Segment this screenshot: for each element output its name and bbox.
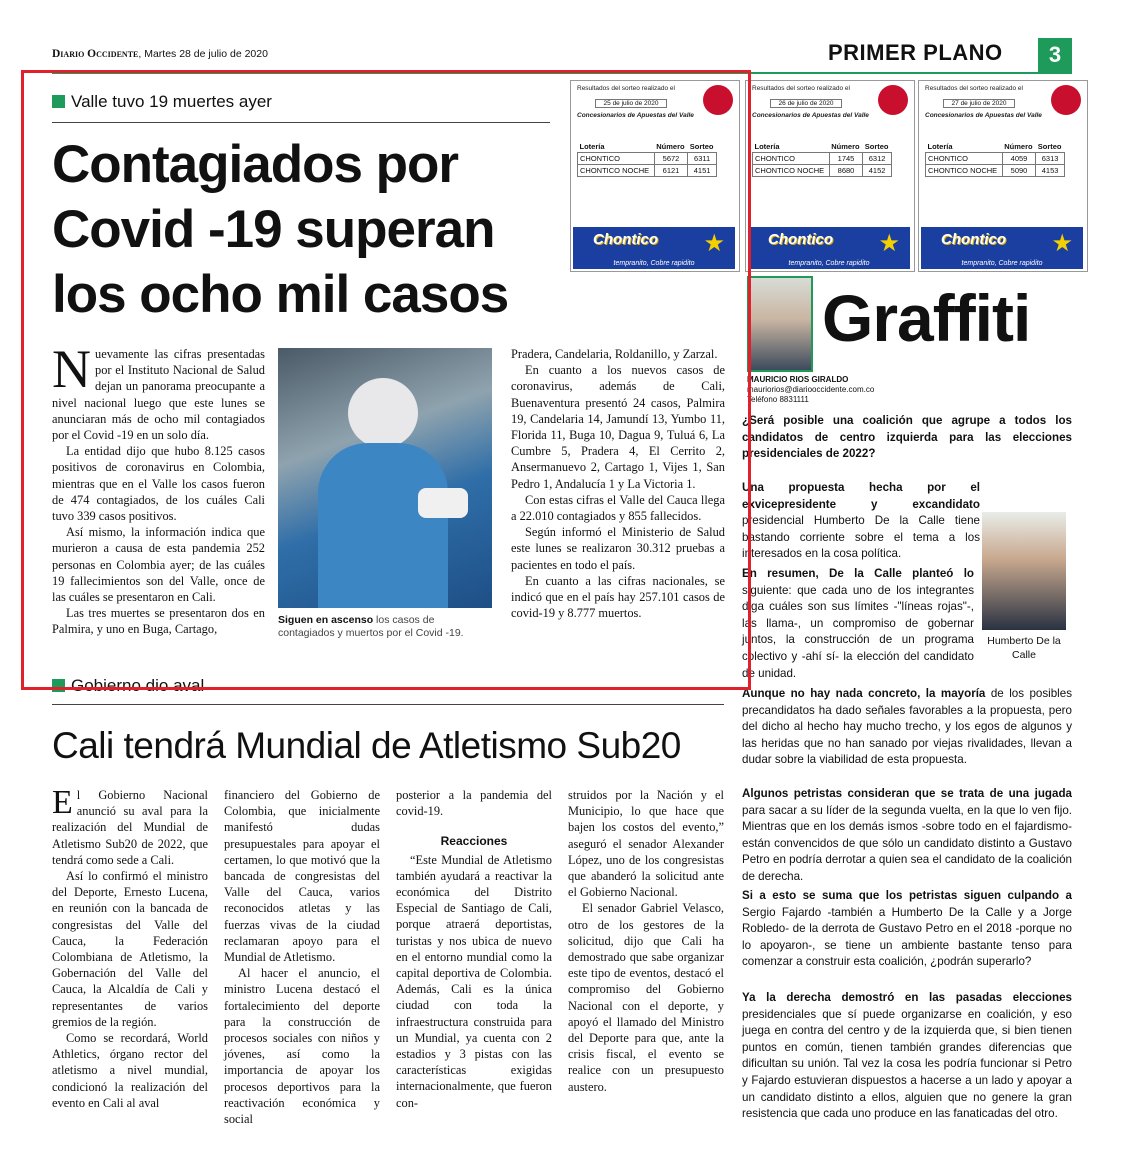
graffiti-p1: ¿Será posible una coalición que agrupe a todos los candidatos de centro izquierda para las elecciones presidenciales de 2022? (742, 414, 1072, 461)
paper-name: Diario Occidente (52, 48, 139, 60)
second-column-4: struidos por la Nación y el Municipio, lo que hace que bajen los costos del evento,” aseguró el senador Alexander López, uno de los congresistas que abanderó la solicitud ante el Gobierno Nacional. El senador Gabriel Velasco, otro de los gestores de la solicitud, dijo que Cali ha demostrado que sabe organizar este tipo de eventos, destacó el compromiso del Gobierno Nacional con el deporte, y apoyó el llamado del Ministro del Deporte para que, ante la crisis fiscal, el evento se realice con un presupuesto austero. (568, 788, 724, 1094)
dropcap: E (52, 784, 73, 821)
second-column-1: El Gobierno Nacional anunció su aval para la realización del Mundial de Atletismo Sub20 de 2022, que tendrá como sede a Cali. Así lo confirmó el ministro del Deporte, Ernesto Lucena, en reunión con la bancada de congresistas del Valle del Cauca, la Federación Colombiana de Atletismo, la Gobernación del Valle del Cauca, la Alcaldía de Cali y representantes de varios gremios de la región. Como se recordará, World Athletics, órgano rector del atletismo a nivel mundial, condicionó la realización del evento en Cali al aval (52, 784, 208, 1110)
second-column-3: posterior a la pandemia del covid-19. Reacciones “Este Mundial de Atletismo también ayudará a reactivar la económica del Distrito Especial de Santiago de Cali, porque atraerá deportistas, turistas y nos ubica de nuevo en el entorno mundial como la capital deportiva de Colombia. Además, Cali es la única ciudad con toda la infraestructura construida para un Mundial, ya cuenta con 2 estadios y 3 pistas con las características exigidas internacionalmente, que fueron con- (396, 788, 552, 1110)
lottery-box: Resultados del sorteo realizado el 27 de julio de 2020 Concesionarios de Apuestas del Valle Lotería Número Sorteo CHONTICO 4059 6313 CHONTICO NOCHE 5090 4153 Chontico ★ tempranito, Cobre rapidito (918, 80, 1088, 272)
photo-caption: Siguen en ascenso los casos de contagiados y muertos por el Covid -19. (278, 614, 464, 639)
lottery-logo-icon (878, 85, 908, 115)
graffiti-p2: Una propuesta hecha por el exvicepresidente y excandidato presidencial Humberto De la Calle tiene bastando corriente sobre el tema a los interesados en la cosa política. (742, 481, 980, 561)
graffiti-p4: Aunque no hay nada concreto, la mayoría de los posibles precandidatos ha dado señales favorables a la propuesta, pero del dicho al hecho hay mucho trecho, y los egos de algunos y las heridas que no han sanado por viejas rivalidades, llevan a dudar sobre la viabilidad de esta propuesta. (742, 687, 1072, 767)
kicker-rule (52, 122, 550, 123)
star-icon: ★ (1051, 231, 1073, 257)
section-label: PRIMER PLANO (828, 40, 1003, 65)
lottery-table: Lotería Número Sorteo CHONTICO 4059 6313 CHONTICO NOCHE 5090 4153 (925, 141, 1065, 177)
lead-column-1: Nuevamente las cifras presentadas por el Instituto Nacional de Salud dejan un panorama preocupante a nivel nacional luego que este lunes se anunciaran más de ocho mil contagiados por el Covid -19 en un solo día. La entidad dijo que hubo 8.125 casos positivos de coronavirus en Colombia, mientras que en el Valle los casos fueron de 474 contagiados, de los cuáles Cali tuvo 339 casos positivos. Así mismo, la información indica que murieron a causa de esta pandemia 252 personas en Colombia ayer; de las cuáles 19 fallecimientos son del Valle, once de las cuáles se presentaron en Cali. Las tres muertes se presentaron dos en Palmira, y uno en Buga, Cartago, (52, 339, 265, 637)
lottery-logo-icon (1051, 85, 1081, 115)
chontico-banner: Chontico ★ tempranito, Cobre rapidito (573, 227, 735, 269)
chontico-banner: Chontico ★ tempranito, Cobre rapidito (921, 227, 1083, 269)
second-kicker: Gobierno dio aval (52, 676, 204, 696)
lead-column-3: Pradera, Candelaria, Roldanillo, y Zarzal. En cuanto a los nuevos casos de coronavirus, además de Cali, Buenaventura presentó 24 casos, Palmira 19, Candelaria 14, Jamundí 13, Yumbo 11, Florida 11, Buga 10, Dagua 9, Tuluá 6, La Cumbre 5, Pradera 4, El Cerrito 2, Ansermanuevo 2, Cartago 1, Vijes 1, San Pedro 1, Andalucía 1 y La Victoria 1. Con estas cifras el Valle del Cauca llega a 22.010 contagiados y 855 fallecidos. Según informó el Ministerio de Salud este lunes se realizaron 30.312 pruebas a pacientes en todo el país. En cuanto a las cifras nacionales, se indicó que en el país hay 257.101 casos de covid-19 y 8.777 muertos. (511, 347, 725, 621)
dropcap: N (52, 339, 91, 399)
chontico-banner: Chontico ★ tempranito, Cobre rapidito (748, 227, 910, 269)
star-icon: ★ (703, 231, 725, 257)
subhead-reacciones: Reacciones (440, 834, 508, 849)
star-icon: ★ (878, 231, 900, 257)
kicker-square-icon (52, 679, 65, 692)
lead-kicker: Valle tuvo 19 muertes ayer (52, 92, 272, 112)
header-rule (52, 72, 1072, 74)
lab-photo (278, 348, 492, 608)
author-photo (747, 276, 813, 372)
lead-headline: Contagiados por Covid -19 superan los ocho mil casos (52, 135, 509, 324)
author-info: MAURICIO RIOS GIRALDO mauriorios@diariooccidente.com.co Teléfono 8831111 (747, 375, 875, 404)
lottery-box: Resultados del sorteo realizado el 25 de julio de 2020 Concesionarios de Apuestas del Valle Lotería Número Sorteo CHONTICO 5672 6311 CHONTICO NOCHE 6121 4151 Chontico ★ tempranito, Cobre rapidito (570, 80, 740, 272)
second-kicker-rule (52, 704, 724, 705)
graffiti-p3: En resumen, De la Calle planteó lo siguiente: que cada uno de los integrantes diga cuáles son sus límites -"líneas rojas"-, las llama-, un compromiso de gobernar juntos, la construcción de un programa colectivo y -ahí sí- la elección del candidato de unidad. (742, 567, 974, 680)
graffiti-title: Graffiti (822, 281, 1031, 355)
second-column-2: financiero del Gobierno de Colombia, que inicialmente manifestó dudas presupuestales para apoyar el certamen, lo que motivó que la bancada de congresistas del Valle del Cauca, varios reconocidos atletas y las fuerzas vivas de la ciudad reclamaran apoyo para el Mundial de Atletismo. Al hacer el anuncio, el ministro Lucena destacó el fortalecimiento del deporte para la construcción de procesos sociales con niños y jóvenes, así como la importancia de apoyar los procesos deportivos para la reactivación económica y social (224, 788, 380, 1127)
page-number: 3 (1038, 38, 1072, 72)
kicker-square-icon (52, 95, 65, 108)
graffiti-p7: Ya la derecha demostró en las pasadas elecciones presidenciales que sí puede organizarse en coalición, y eso juega en contra del centro y de la izquierda que, si bien tienen puntos en común, tienen también grandes diferencias que dificultan su unión. Tal vez la cosa les podría funcionar si Petro y Fajardo estuvieran dispuestos a hacerse a un lado y apoyar a un candidato distinto a ellos, alguien que no genere la gran resistencia que cada uno produce en las fanaticadas del otro. (742, 991, 1072, 1121)
lottery-table: Lotería Número Sorteo CHONTICO 5672 6311 CHONTICO NOCHE 6121 4151 (577, 141, 717, 177)
graffiti-p5: Algunos petristas consideran que se trata de una jugada para sacar a su líder de la segunda vuelta, en la que lo ven fijo. Mientras que en los demás ismos -sobre todo en el fajardismo- están convencidos de que sólo un candidato distinto a Gustavo Petro en podría derrotar a quien sea el candidato de la coalición de derecha. (742, 787, 1072, 883)
second-headline: Cali tendrá Mundial de Atletismo Sub20 (52, 725, 681, 766)
lottery-box: Resultados del sorteo realizado el 26 de julio de 2020 Concesionarios de Apuestas del Valle Lotería Número Sorteo CHONTICO 1745 6312 CHONTICO NOCHE 8680 4152 Chontico ★ tempranito, Cobre rapidito (745, 80, 915, 272)
lottery-table: Lotería Número Sorteo CHONTICO 1745 6312 CHONTICO NOCHE 8680 4152 (752, 141, 892, 177)
lottery-logo-icon (703, 85, 733, 115)
delacalle-caption: Humberto De la Calle (987, 635, 1061, 661)
graffiti-p6: Si a esto se suma que los petristas siguen culpando a Sergio Fajardo -también a Humberto De la Calle y a Jorge Robledo- de la derrota de Gustavo Petro en el 2018 -porque no lo apoyaron-, se tiene un ambiente bastante tenso para comenzar a construir esta coalición, ¿podrán superarlo? (742, 889, 1072, 969)
issue-date: , Martes 28 de julio de 2020 (138, 48, 268, 60)
delacalle-photo (982, 512, 1066, 630)
masthead (52, 48, 268, 60)
